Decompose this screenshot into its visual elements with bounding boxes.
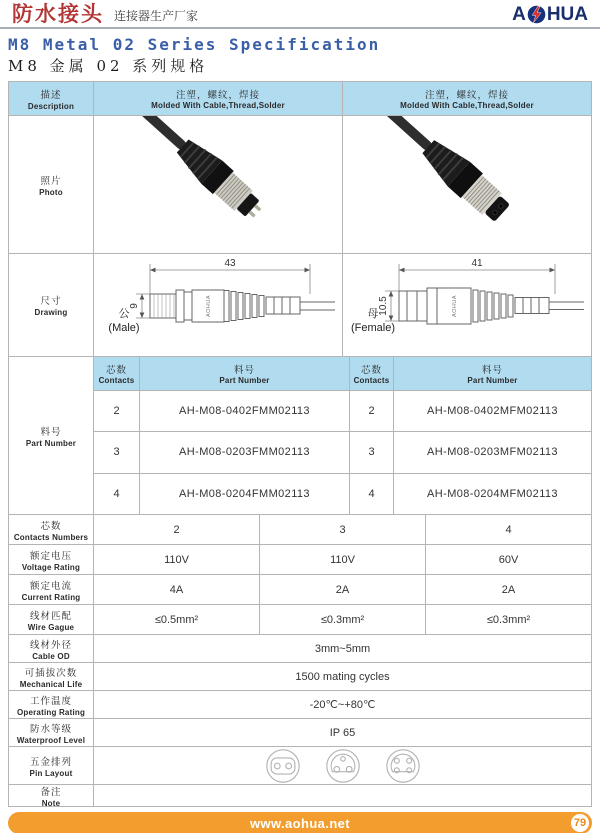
spec-label-cell: 线材外径 Cable OD [9, 635, 94, 662]
pin-layout-3pin-icon [324, 747, 362, 784]
spec-label-cell: 可插拔次数 Mechanical Life [9, 663, 94, 690]
female-drawing-cell [342, 254, 591, 356]
pin-layout-cell [94, 747, 591, 784]
female-column-header: 注塑，螺纹，焊接 Molded With Cable,Thread,Solder [342, 82, 591, 115]
contacts-header: 芯数 Contacts [349, 357, 393, 390]
spec-value: 2 [173, 523, 180, 536]
spec-value: ≤0.3mm² [259, 605, 425, 634]
spec-row-contacts [9, 514, 591, 544]
contacts-header: 芯数 Contacts [98, 365, 135, 385]
drawing-brand-label: AOHUA [206, 294, 212, 318]
brand-tagline: 连接器生产厂家 [114, 9, 199, 24]
drawing-label-cell: 尺寸 Drawing [9, 254, 94, 356]
brand-name: 防水接头 [12, 2, 104, 26]
pin-layout-row [9, 746, 591, 784]
website-url: www.aohua.net [249, 815, 351, 831]
spec-label-cell: 额定电压 Voltage Rating [9, 545, 94, 574]
spec-value: 60V [425, 545, 591, 574]
spec-value: IP 65 [329, 726, 356, 739]
contacts-value: 2 [349, 391, 393, 431]
logo-text-prefix: A [512, 4, 526, 25]
female-photo-cell [342, 116, 591, 253]
photo-row [9, 115, 591, 253]
spec-value: 1500 mating cycles [295, 670, 390, 683]
part-number-data-row [94, 431, 591, 472]
spec-row-operating-temp [9, 690, 591, 718]
note-label-cell: 备注 Note [9, 785, 94, 806]
page-header [0, 0, 600, 29]
part-number-data-row [94, 473, 591, 514]
logo-globe-icon [527, 5, 546, 24]
spec-row-voltage [9, 544, 591, 574]
description-label-cell: 描述 Description [9, 82, 94, 115]
note-value-cell [94, 785, 591, 806]
dim-diameter-label: 9 [129, 303, 140, 309]
page-title: M8 Metal 02 Series Specification [8, 35, 381, 54]
dim-diameter-label: 10.5 [378, 296, 389, 316]
spec-value: 2A [425, 575, 591, 604]
part-number-header: 料号 Part Number [393, 357, 591, 390]
spec-value: ≤0.3mm² [425, 605, 591, 634]
spec-row-cable-od [9, 634, 591, 662]
spec-value: ≤0.5mm² [154, 613, 199, 626]
part-number-value: AH-M08-0402MFM02113 [393, 391, 591, 431]
page-footer [8, 812, 592, 833]
description-header-row [9, 82, 591, 115]
spec-table [8, 81, 592, 807]
part-number-value: AH-M08-0203MFM02113 [393, 432, 591, 472]
part-number-value: AH-M08-0203FMM02113 [139, 432, 349, 472]
part-number-value: AH-M08-0204MFM02113 [393, 474, 591, 514]
gender-label-male: 公 (Male) [108, 308, 140, 335]
spec-label-cell: 芯数 Contacts Numbers [9, 515, 94, 544]
pin-layout-2pin-icon [264, 747, 302, 784]
photo-label-cell: 照片 Photo [9, 116, 94, 253]
spec-row-mechanical-life [9, 662, 591, 690]
male-drawing-cell [94, 254, 342, 356]
spec-label-cell: 额定电流 Current Rating [9, 575, 94, 604]
note-row [9, 784, 591, 806]
drawing-brand-label: AOHUA [452, 294, 458, 318]
spec-value: 4A [169, 583, 184, 596]
dim-length-label: 41 [471, 258, 483, 269]
part-number-grid [94, 357, 591, 514]
part-number-row [9, 356, 591, 514]
part-number-value: AH-M08-0204FMM02113 [139, 474, 349, 514]
spec-value: 3mm~5mm [314, 642, 371, 655]
contacts-value: 3 [349, 432, 393, 472]
female-connector-photo [343, 116, 591, 253]
spec-label-cell: 线材匹配 Wire Gague [9, 605, 94, 634]
spec-label-cell: 工作温度 Operating Rating [9, 691, 94, 718]
spec-value: 110V [164, 553, 189, 566]
gender-label-female: 母 (Female) [350, 308, 395, 335]
spec-row-current [9, 574, 591, 604]
contacts-value: 2 [113, 405, 120, 418]
spec-value: 2A [259, 575, 425, 604]
male-photo-cell [94, 116, 342, 253]
part-number-data-row [94, 390, 591, 431]
female-dimension-drawing [342, 254, 591, 356]
male-dimension-drawing [94, 254, 342, 356]
aohua-logo [512, 5, 588, 24]
spec-value: 4 [425, 515, 591, 544]
spec-value: 3 [259, 515, 425, 544]
part-number-header-row [94, 357, 591, 390]
spec-value: 110V [259, 545, 425, 574]
male-column-header: 注塑，螺纹，焊接 Molded With Cable,Thread,Solder [94, 82, 342, 115]
page-number-badge: 79 [571, 814, 589, 832]
contacts-value: 4 [113, 487, 120, 500]
part-number-label-cell: 料号 Part Number [9, 357, 94, 514]
contacts-value: 4 [349, 474, 393, 514]
pin-layout-label-cell: 五金排列 Pin Layout [9, 747, 94, 784]
page-subtitle: M8 金属 02 系列规格 [8, 57, 209, 75]
part-number-value: AH-M08-0402FMM02113 [139, 391, 349, 431]
part-number-header: 料号 Part Number [139, 357, 349, 390]
dim-length-label: 43 [224, 258, 236, 269]
contacts-value: 3 [113, 446, 120, 459]
spec-row-wire-gauge [9, 604, 591, 634]
spec-row-waterproof [9, 718, 591, 746]
logo-text-suffix: HUA [546, 4, 588, 25]
drawing-row [9, 253, 591, 356]
spec-value: -20℃~+80℃ [309, 699, 376, 711]
spec-label-cell: 防水等级 Waterproof Level [9, 719, 94, 746]
male-connector-photo [94, 116, 342, 253]
pin-layout-4pin-icon [384, 747, 422, 784]
